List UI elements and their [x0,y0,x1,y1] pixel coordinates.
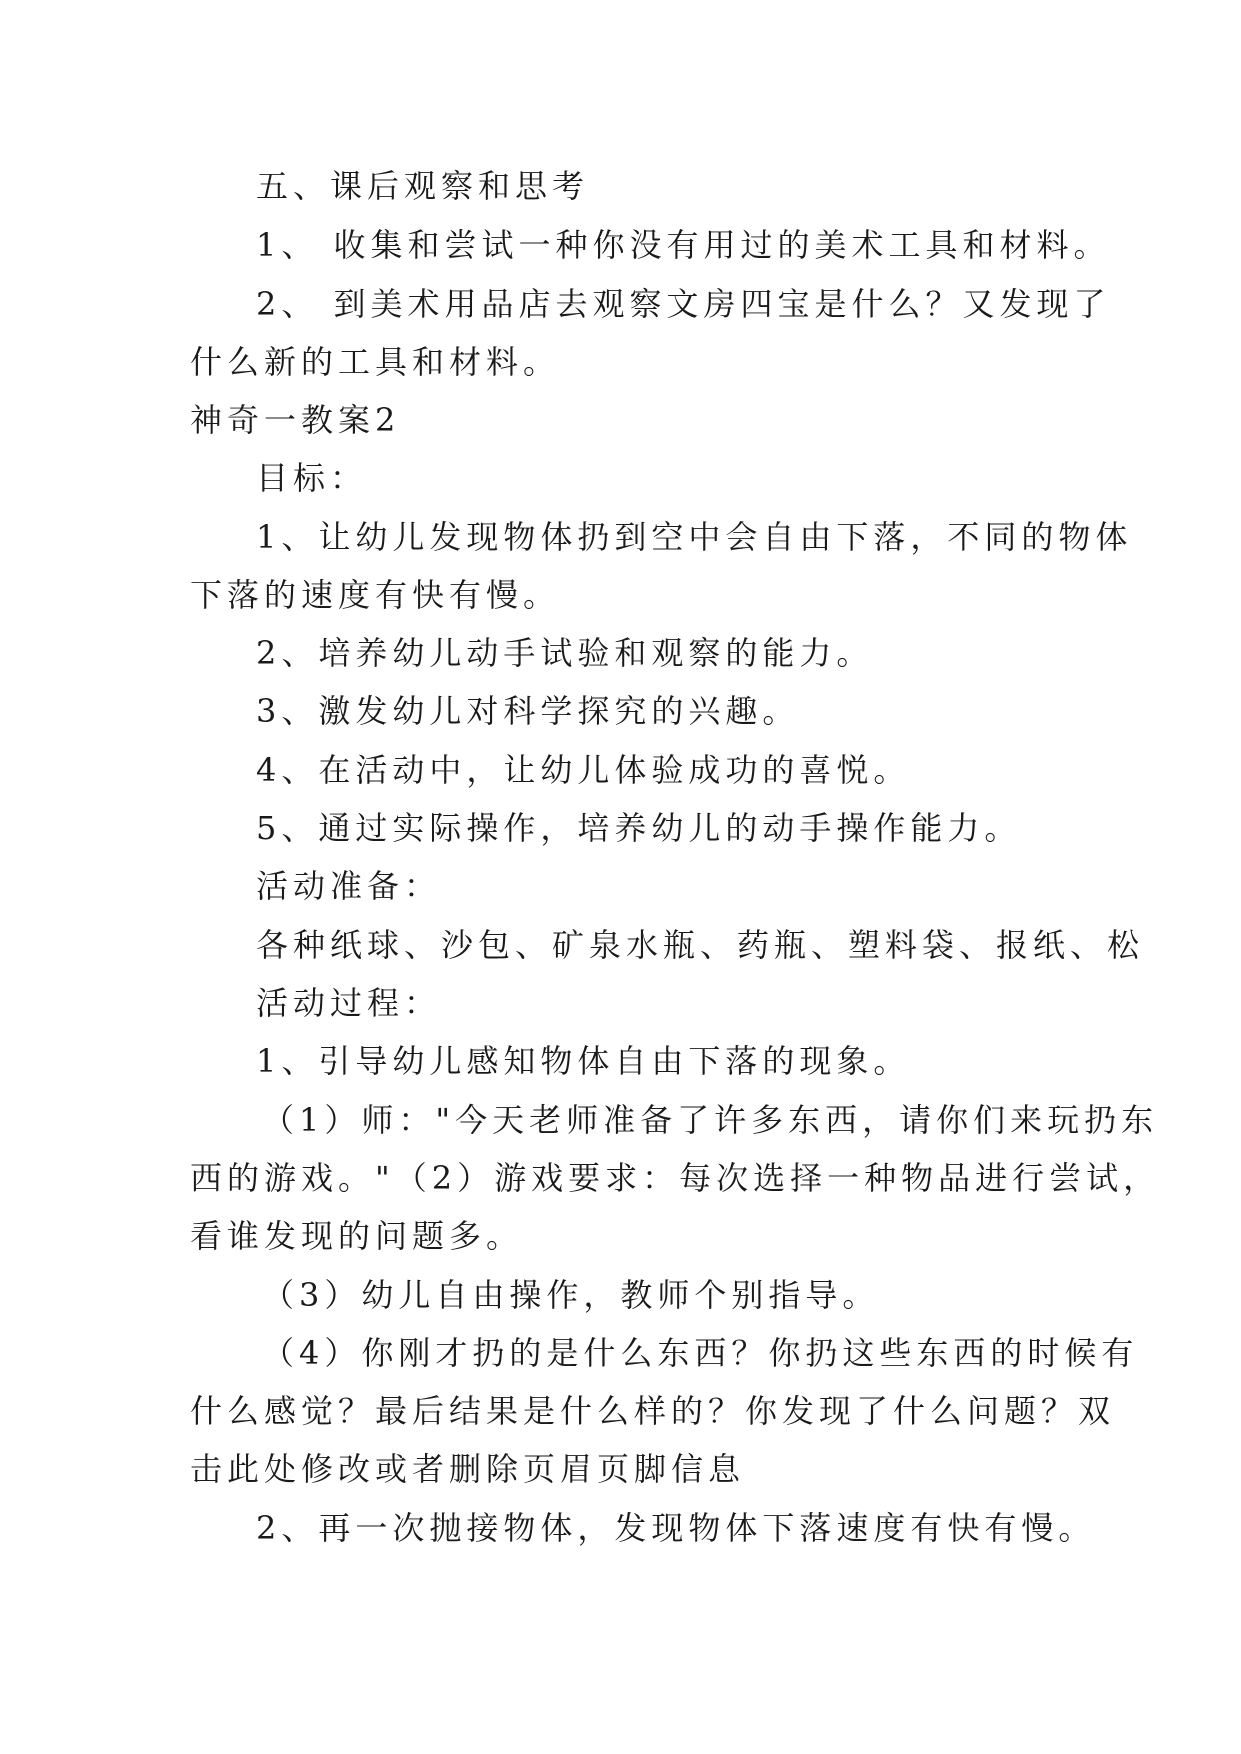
paragraph-line: 4、在活动中，让幼儿体验成功的喜悦。 [256,751,911,789]
paragraph-line: 各种纸球、沙包、矿泉水瓶、药瓶、塑料袋、报纸、松 [256,926,1145,964]
paragraph-line: 5、通过实际操作，培养幼儿的动手操作能力。 [256,809,1022,847]
paragraph-line: 2、再一次抛接物体，发现物体下落速度有快有慢。 [256,1509,1096,1547]
paragraph-line: 1、 收集和尝试一种你没有用过的美术工具和材料。 [256,226,1111,264]
paragraph-line: （3）幼儿自由操作，教师个别指导。 [262,1276,880,1314]
section-heading: 目标： [256,459,368,497]
paragraph-line: 什么感觉？最后结果是什么样的？你发现了什么问题？双 [190,1392,1116,1430]
section-heading: 活动过程： [256,984,442,1022]
section-heading: 活动准备： [256,867,442,905]
paragraph-line: 西的游戏。"（2）游戏要求：每次选择一种物品进行尝试， [190,1159,1161,1197]
paragraph-line: 击此处修改或者删除页眉页脚信息 [190,1450,746,1488]
paragraph-line: 2、 到美术用品店去观察文房四宝是什么？又发现了 [256,285,1111,323]
paragraph-line: （1）师："今天老师准备了许多东西，请你们来玩扔东 [262,1101,1159,1139]
paragraph-line: 3、激发幼儿对科学探究的兴趣。 [256,692,800,730]
document-title: 神奇一教案2 [190,401,401,439]
paragraph-line: 下落的速度有快有慢。 [190,576,561,614]
paragraph-line: 看谁发现的问题多。 [190,1217,524,1255]
paragraph-line: （4）你刚才扔的是什么东西？你扔这些东西的时候有 [262,1334,1139,1372]
section-heading: 五、课后观察和思考 [256,167,590,205]
paragraph-line: 1、让幼儿发现物体扔到空中会自由下落，不同的物体 [256,518,1133,556]
paragraph-line: 1、引导幼儿感知物体自由下落的现象。 [256,1042,911,1080]
paragraph-line: 2、培养幼儿动手试验和观察的能力。 [256,634,874,672]
paragraph-line: 什么新的工具和材料。 [190,343,561,381]
